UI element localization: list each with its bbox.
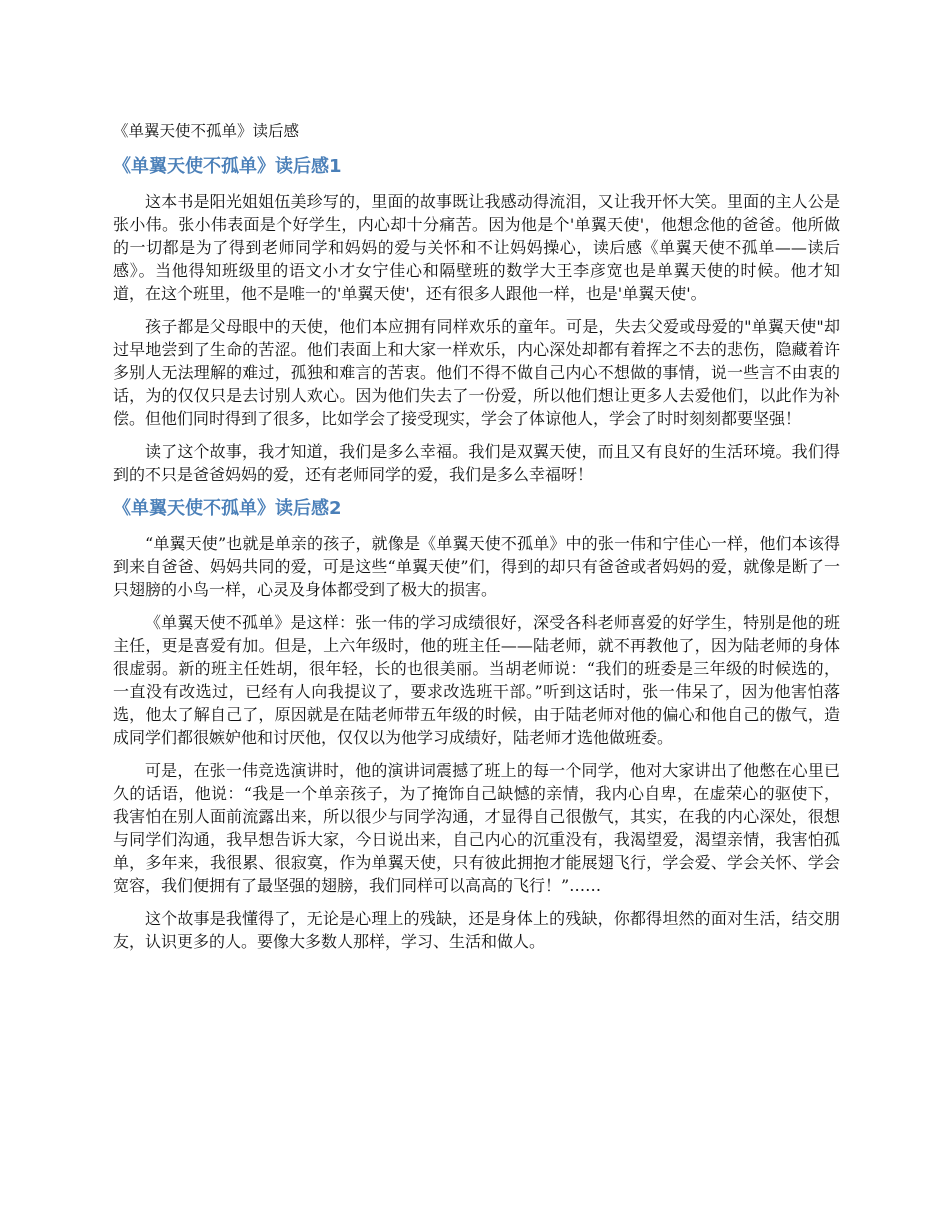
section-heading: 《单翼天使不孤单》读后感1 <box>113 156 342 177</box>
paragraph: 可是，在张一伟竞选演讲时，他的演讲词震撼了班上的每一个同学，他对大家讲出了他憋在心里已久的话语，他说：“我是一个单亲孩子，为了掩饰自己缺憾的亲情，我内心自卑，在虚荣心的驱使下，我害怕在别人面前流露出来，所以很少与同学沟通，才显得自己很傲气，其实，在我的内心深处，很想与同学们沟通，我早想告诉大家，今日说出来，自己内心的沉重没有，我渴望爱，渴望亲情，我害怕孤单，多年来，我很累、很寂寞，作为单翼天使，只有彼此拥抱才能展翅飞行，学会爱、学会关怀、学会宽容，我们便拥有了最坚强的翅膀，我们同样可以高高的飞行！”…… <box>113 761 840 895</box>
paragraph: “单翼天使”也就是单亲的孩子，就像是《单翼天使不孤单》中的张一伟和宁佳心一样，他们本该得到来自爸爸、妈妈共同的爱，可是这些“单翼天使”们，得到的却只有爸爸或者妈妈的爱，就像是断了一只翅膀的小鸟一样，心灵及身体都受到了极大的损害。 <box>113 534 840 599</box>
paragraph: 这个故事是我懂得了，无论是心理上的残缺，还是身体上的残缺，你都得坦然的面对生活，结交朋友，认识更多的人。要像大多数人那样，学习、生活和做人。 <box>113 909 840 951</box>
paragraph: 孩子都是父母眼中的天使，他们本应拥有同样欢乐的童年。可是，失去父爱或母爱的"单翼天使"却过早地尝到了生命的苦涩。他们表面上和大家一样欢乐，内心深处却都有着挥之不去的悲伤，隐藏着许多别人无法理解的难过，孤独和难言的苦衷。他们不得不做自己内心不想做的事情，说一些言不由衷的话，为的仅仅只是去讨别人欢心。因为他们失去了一份爱，所以他们想让更多人去爱他们，以此作为补偿。但他们同时得到了很多，比如学会了接受现实，学会了体谅他人，学会了时时刻刻都要坚强！ <box>113 317 840 428</box>
section-heading: 《单翼天使不孤单》读后感2 <box>113 498 342 519</box>
paragraph: 《单翼天使不孤单》是这样：张一伟的学习成绩很好，深受各科老师喜爱的好学生，特别是他的班主任，更是喜爱有加。但是，上六年级时，他的班主任——陆老师，就不再教他了，因为陆老师的身体很虚弱。新的班主任姓胡，很年轻，长的也很美丽。当胡老师说：“我们的班委是三年级的时候选的，一直没有改选过，已经有人向我提议了，要求改选班干部。”听到这话时，张一伟呆了，因为他害怕落选，他太了解自己了，原因就是在陆老师带五年级的时候，由于陆老师对他的偏心和他自己的傲气，造成同学们都很嫉妒他和讨厌他，仅仅以为他学习成绩好，陆老师才选他做班委。 <box>113 613 840 747</box>
document-title: 《单翼天使不孤单》读后感 <box>113 122 300 140</box>
document-page <box>113 120 840 963</box>
essay-section-1 <box>113 154 840 486</box>
essay-section-2 <box>113 496 840 953</box>
paragraph: 读了这个故事，我才知道，我们是多么幸福。我们是双翼天使，而且又有良好的生活环境。我们得到的不只是爸爸妈妈的爱，还有老师同学的爱，我们是多么幸福呀！ <box>113 442 840 484</box>
paragraph: 这本书是阳光姐姐伍美珍写的，里面的故事既让我感动得流泪，又让我开怀大笑。里面的主人公是张小伟。张小伟表面是个好学生，内心却十分痛苦。因为他是个'单翼天使'，他想念他的爸爸。他所做的一切都是为了得到老师同学和妈妈的爱与关怀和不让妈妈操心，读后感《单翼天使不孤单——读后感》。当他得知班级里的语文小才女宁佳心和隔壁班的数学大王李彦宽也是单翼天使的时候。他才知道，在这个班里，他不是唯一的'单翼天使'，还有很多人跟他一样，也是'单翼天使'。 <box>113 192 840 303</box>
